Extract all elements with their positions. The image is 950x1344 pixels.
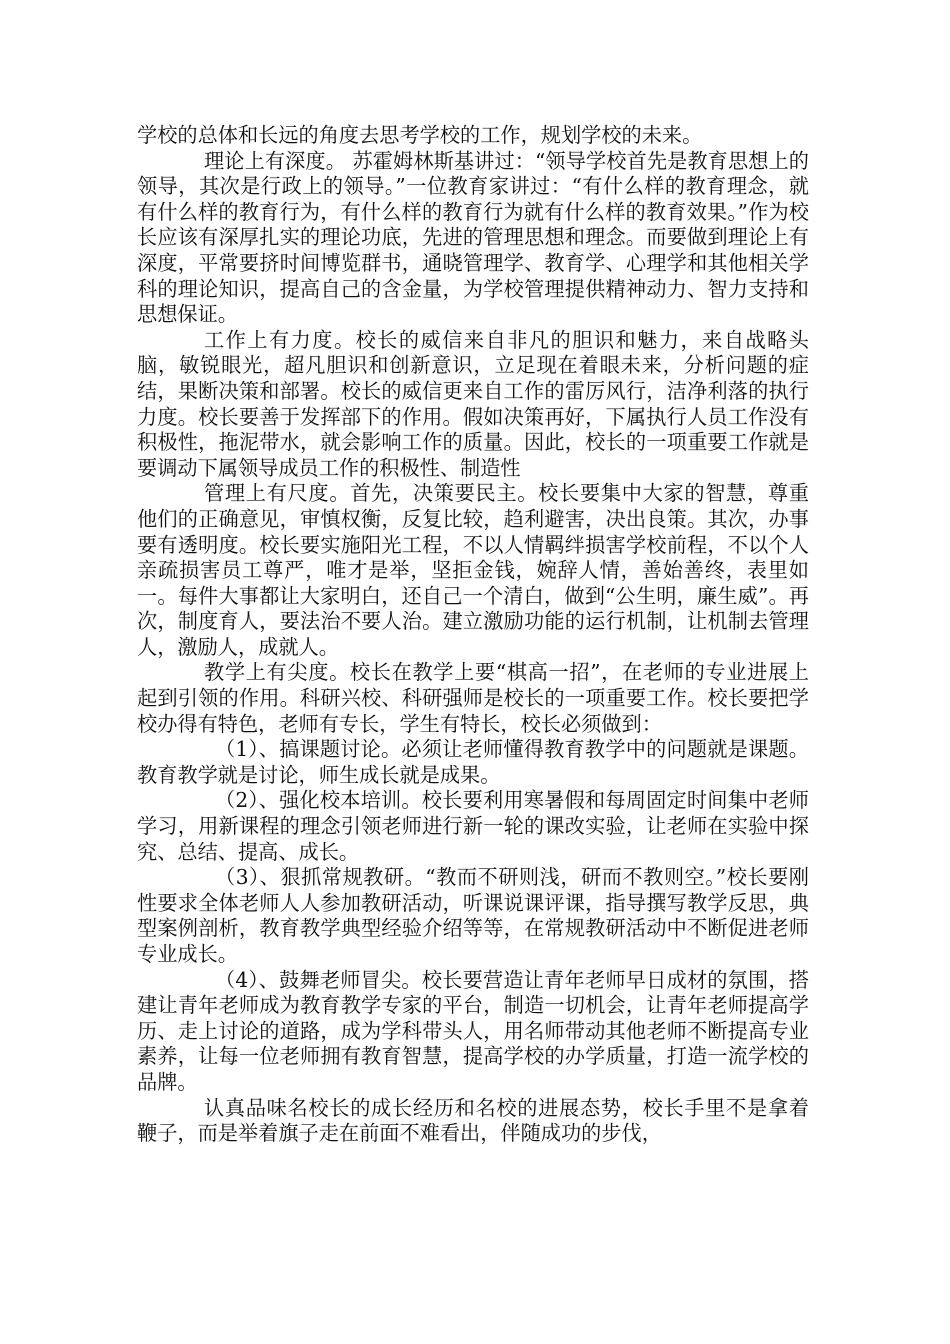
paragraph-continuation: 学校的总体和长远的角度去思考学校的工作，规划学校的未来。 — [137, 123, 703, 147]
list-item-research: （1）、搞课题讨论。必须让老师懂得教育教学中的问题就是课题。教育教学就是讨论，师生成长就是成果。 — [137, 737, 809, 787]
body-text — [137, 123, 809, 1147]
paragraph-work-strength: 工作上有力度。校长的威信来自非凡的胆识和魅力，来自战略头脑，敏锐眼光，超凡胆识和创新意识，立足现在着眼未来，分析问题的症结，果断决策和部署。校长的威信更来自工作的雷厉风行，洁净利落的执行力度。校长要善于发挥部下的作用。假如决策再好，下属执行人员工作没有积极性，拖泥带水，就会影响工作的质量。因此，校长的一项重要工作就是要调动下属领导成员工作的积极性、制造性 — [137, 327, 809, 480]
paragraph-theory-depth: 理论上有深度。 苏霍姆林斯基讲过：“领导学校首先是教育思想上的领导，其次是行政上的领导。”一位教育家讲过：“有什么样的教育理念，就有什么样的教育行为，有什么样的教育行为就有什么样的教育效果。”作为校长应该有深厚扎实的理论功底，先进的管理思想和理念。而要做到理论上有深度，平常要挤时间博览群书，通晓管理学、教育学、心理学和其他相关学科的理论知识，提高自己的含金量，为学校管理提供精神动力、智力支持和思想保证。 — [137, 148, 809, 327]
list-item-training: （2）、强化校本培训。校长要利用寒暑假和每周固定时间集中老师学习，用新课程的理念引领老师进行新一轮的课改实验，让老师在实验中探究、总结、提高、成长。 — [137, 788, 809, 864]
list-item-encourage-teachers: （4）、鼓舞老师冒尖。校长要营造让青年老师早日成材的氛围，搭建让青年老师成为教育教学专家的平台，制造一切机会，让青年老师提高学历、走上讨论的道路，成为学科带头人，用名师带动其他老师不断提高专业素养，让每一位老师拥有教育智慧，提高学校的办学质量，打造一流学校的品牌。 — [137, 967, 809, 1094]
list-item-teaching-research: （3）、狠抓常规教研。“教而不研则浅，研而不教则空。”校长要刚性要求全体老师人人参加教研活动，听课说课评课，指导撰写教学反思，典型案例剖析，教育教学典型经验介绍等等，在常规教研活动中不断促进老师专业成长。 — [137, 865, 809, 966]
paragraph-conclusion: 认真品味名校长的成长经历和名校的进展态势，校长手里不是拿着鞭子，而是举着旗子走在前面不难看出，伴随成功的步伐， — [137, 1095, 809, 1146]
paragraph-teaching-excellence: 教学上有尖度。校长在教学上要“棋高一招”，在老师的专业进展上起到引领的作用。科研兴校、科研强师是校长的一项重要工作。校长要把学校办得有特色，老师有专长，学生有特长，校长必须做到： — [137, 660, 809, 736]
paragraph-management-scale: 管理上有尺度。首先，决策要民主。校长要集中大家的智慧，尊重他们的正确意见，审慎权衡，反复比较，趋利避害，决出良策。其次，办事要有透明度。校长要实施阳光工程，不以人情羁绊损害学校前程，不以个人亲疏损害员工尊严，唯才是举，坚拒金钱，婉辞人情，善始善终，表里如一。每件大事都让大家明白，还自己一个清白，做到“公生明，廉生威”。再次，制度育人，要法治不要人治。建立激励功能的运行机制，让机制去管理人，激励人，成就人。 — [137, 481, 809, 659]
